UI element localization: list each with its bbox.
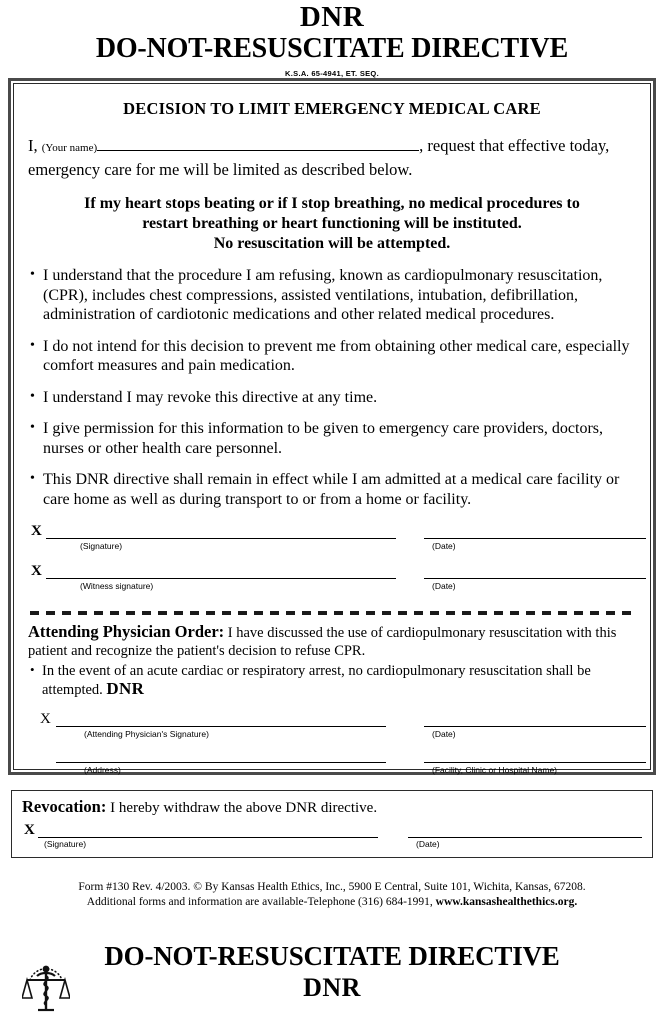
patient-signature-date-caption: (Date) bbox=[432, 541, 456, 551]
physician-address-field[interactable] bbox=[56, 762, 386, 763]
physician-signature-block bbox=[28, 709, 636, 783]
masthead-title: DO-NOT-RESUSCITATE DIRECTIVE bbox=[95, 33, 569, 64]
emphatic-statement bbox=[32, 194, 632, 254]
patient-signature-caption: (Signature) bbox=[80, 541, 123, 551]
physician-signature-caption: (Attending Physician's Signature) bbox=[84, 729, 209, 739]
intro-paragraph bbox=[28, 135, 636, 180]
physician-bullet-text: In the event of an acute cardiac or respiratory arrest, no cardiopulmonary resuscitation shall be attempted. bbox=[42, 663, 591, 698]
intro-prefix: I, bbox=[28, 136, 38, 155]
revocation-body: I hereby withdraw the above DNR directive. bbox=[106, 800, 378, 816]
emphatic-line-3: No resuscitation will be attempted. bbox=[213, 235, 451, 252]
witness-signature-date-field[interactable] bbox=[424, 578, 646, 579]
list-item: • I understand I may revoke this directive at any time. bbox=[28, 388, 636, 408]
revocation-box bbox=[11, 790, 653, 858]
signature-row-witness bbox=[28, 563, 636, 603]
patient-signature-date-field[interactable] bbox=[424, 538, 646, 539]
list-item: • This DNR directive shall remain in effect while I am admitted at a medical care facility or care home as well as during transport to or from a home or facility. bbox=[28, 470, 636, 509]
physician-order-paragraph bbox=[28, 623, 636, 660]
bottom-banner bbox=[0, 940, 664, 1003]
revocation-signature-field[interactable] bbox=[38, 837, 378, 838]
patient-signature-field[interactable] bbox=[46, 538, 396, 539]
main-directive-box-inner bbox=[13, 83, 651, 775]
physician-date-field[interactable] bbox=[424, 726, 646, 727]
masthead bbox=[0, 0, 664, 78]
main-directive-box bbox=[8, 78, 656, 775]
revocation-date-field[interactable] bbox=[408, 837, 642, 838]
revocation-lead: Revocation: bbox=[22, 797, 107, 816]
footer-website-link[interactable]: www.kansashealthethics.org. bbox=[435, 896, 578, 908]
clause-list bbox=[28, 266, 636, 509]
physician-x-marker: X bbox=[40, 711, 51, 727]
witness-signature-date-caption: (Date) bbox=[432, 581, 456, 591]
footer bbox=[0, 880, 664, 910]
revocation-signature-row bbox=[22, 822, 642, 856]
masthead-dnr: DNR bbox=[299, 1, 365, 33]
physician-order-lead: Attending Physician Order: bbox=[28, 622, 225, 641]
bottom-banner-title: DO-NOT-RESUSCITATE DIRECTIVE bbox=[104, 941, 560, 971]
physician-date-caption: (Date) bbox=[432, 729, 456, 739]
list-item: • I understand that the procedure I am refusing, known as cardiopulmonary resuscitation, (CPR), includes chest compressions, assisted ventilations, intubation, defibrillation, administration of cardiotonic medications and other related medical procedures. bbox=[28, 266, 636, 325]
list-item: • I give permission for this information to be given to emergency care providers, doctors, nurses or other health care personnel. bbox=[28, 419, 636, 458]
dashed-divider bbox=[30, 611, 634, 615]
emphatic-line-2: restart breathing or heart functioning will be instituted. bbox=[142, 215, 522, 232]
patient-signature-block bbox=[28, 523, 636, 603]
witness-x-marker: X bbox=[31, 563, 42, 579]
revocation-date-caption: (Date) bbox=[416, 839, 440, 849]
witness-signature-field[interactable] bbox=[46, 578, 396, 579]
physician-facility-caption: (Facility, Clinic or Hospital Name) bbox=[432, 765, 558, 775]
witness-signature-caption: (Witness signature) bbox=[80, 581, 154, 591]
patient-name-field[interactable] bbox=[97, 137, 419, 151]
bottom-banner-dnr: DNR bbox=[303, 973, 361, 1002]
intro-line2: emergency care for me will be limited as described below. bbox=[28, 160, 413, 179]
signature-x-marker: X bbox=[31, 523, 42, 539]
footer-line-2 bbox=[0, 895, 664, 910]
caduceus-scales-icon bbox=[22, 954, 70, 1016]
physician-order-list bbox=[28, 662, 636, 699]
intro-suffix: , request that effective today, bbox=[419, 136, 610, 155]
physician-signature-field[interactable] bbox=[56, 726, 386, 727]
your-name-label: (Your name) bbox=[41, 142, 98, 154]
footer-line-2-prefix: Additional forms and information are available-Telephone (316) 684-1991, bbox=[86, 896, 436, 908]
emphatic-line-1: If my heart stops beating or if I stop breathing, no medical procedures to bbox=[84, 195, 580, 212]
physician-order-body: I have discussed the use of cardiopulmonary resuscitation with this patient and recognize the patient's decision to refuse CPR. bbox=[28, 625, 617, 659]
revocation-x-marker: X bbox=[24, 822, 35, 838]
list-item bbox=[28, 662, 636, 699]
physician-address-caption: (Address) bbox=[84, 765, 121, 775]
section-heading: DECISION TO LIMIT EMERGENCY MEDICAL CARE bbox=[123, 99, 541, 118]
footer-line-1: Form #130 Rev. 4/2003. © By Kansas Health Ethics, Inc., 5900 E Central, Suite 101, Wichita, Kansas, 67208. bbox=[78, 881, 586, 893]
physician-bullet-dnr: DNR bbox=[106, 679, 145, 698]
statute-citation: K.S.A. 65-4941, ET. SEQ. bbox=[285, 69, 379, 78]
physician-facility-field[interactable] bbox=[424, 762, 646, 763]
list-item: • I do not intend for this decision to prevent me from obtaining other medical care, especially comfort measures and pain medication. bbox=[28, 337, 636, 376]
signature-row-patient bbox=[28, 523, 636, 563]
revocation-heading bbox=[22, 797, 642, 818]
revocation-signature-caption: (Signature) bbox=[44, 839, 87, 849]
